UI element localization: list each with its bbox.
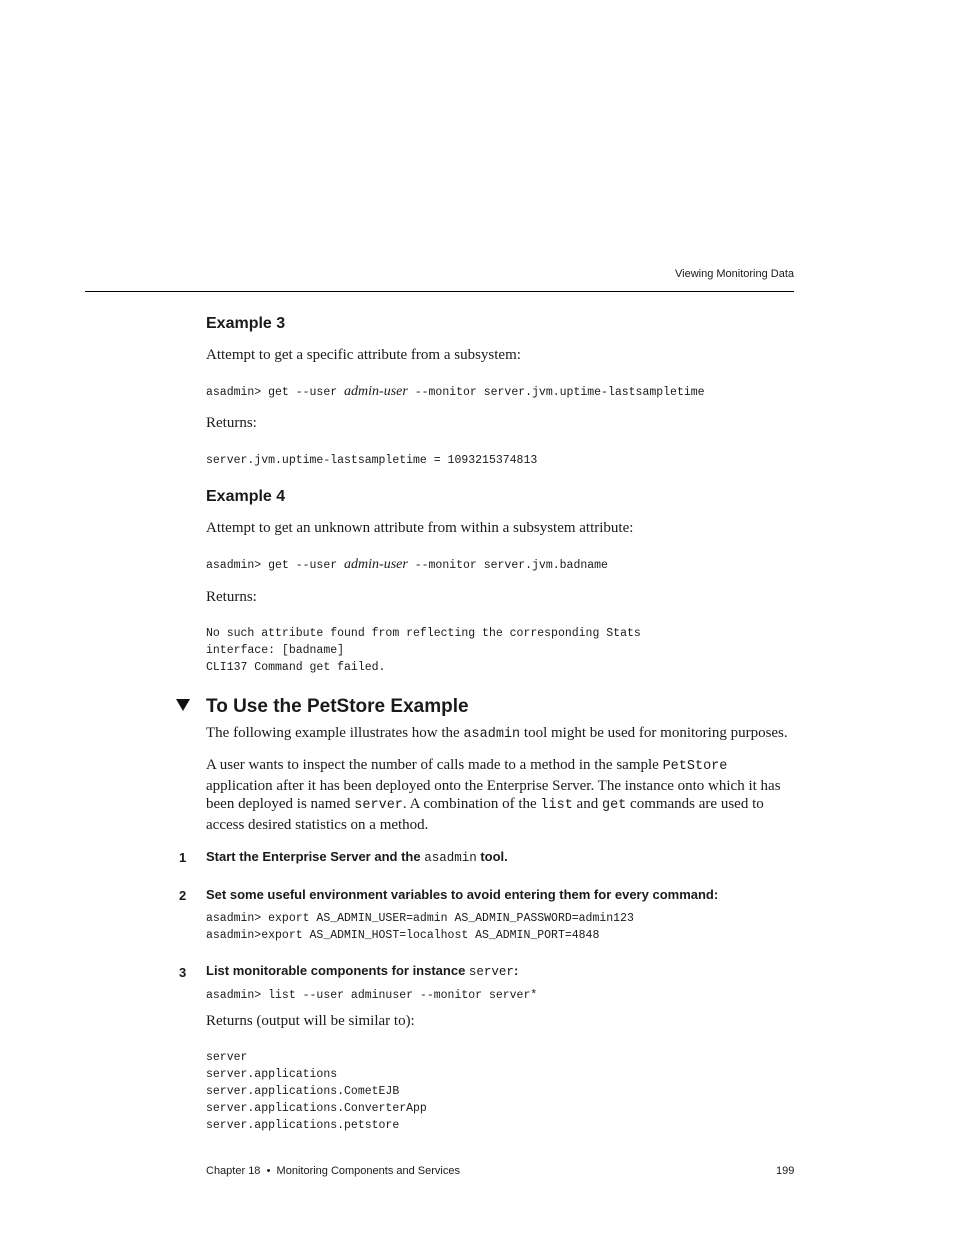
- step-3-code: asadmin> list --user adminuser --monitor server*: [206, 989, 538, 1002]
- step-2-text: Set some useful environment variables to avoid entering them for every command:: [206, 887, 719, 902]
- step-3-output: [206, 1049, 427, 1134]
- footer-chapter-number: Chapter 18: [206, 1165, 261, 1177]
- inline-code: server: [354, 798, 403, 814]
- step-number: 3: [179, 965, 187, 980]
- code-line: server.applications.petstore: [206, 1119, 400, 1132]
- text-run: tool.: [476, 849, 508, 864]
- example-4-output: [206, 625, 641, 676]
- text-run: A user wants to inspect the number of calls made to a method in the sample: [206, 757, 663, 773]
- step-3-returns-label: Returns (output will be similar to):: [206, 1013, 415, 1029]
- example-4-command-suffix: --monitor server.jvm.badname: [407, 559, 608, 572]
- example-3-command-prefix: asadmin> get --user: [206, 386, 345, 399]
- code-line: asadmin> export AS_ADMIN_USER=admin AS_ADMIN_PASSWORD=admin123: [206, 912, 634, 925]
- example-3-command-suffix: --monitor server.jvm.uptime-lastsampletime: [407, 386, 705, 399]
- footer-chapter-title: Monitoring Components and Services: [276, 1165, 460, 1177]
- footer-bullet: •: [266, 1165, 271, 1177]
- text-run: . A combination of the: [402, 796, 541, 813]
- paragraph-line: [206, 756, 806, 777]
- header-rule: [85, 291, 794, 292]
- step-3-text: [206, 963, 518, 979]
- procedure-title: To Use the PetStore Example: [206, 696, 469, 717]
- text-run: The following example illustrates how the: [206, 725, 464, 741]
- paragraph-line: [206, 795, 806, 816]
- petstore-paragraph-1: [206, 724, 788, 745]
- code-line: asadmin>export AS_ADMIN_HOST=localhost AS_ADMIN_PORT=4848: [206, 929, 600, 942]
- example-4-command: [206, 556, 608, 574]
- text-run: Start the Enterprise Server and the: [206, 849, 425, 864]
- code-line: server.applications.CometEJB: [206, 1085, 400, 1098]
- petstore-paragraph-2: [206, 756, 806, 834]
- text-run: been deployed is named: [206, 796, 355, 813]
- step-number: 1: [179, 850, 187, 865]
- code-line: server: [206, 1051, 248, 1064]
- code-line: CLI137 Command get failed.: [206, 661, 386, 674]
- footer-chapter: [206, 1165, 460, 1177]
- example-4-command-prefix: asadmin> get --user: [206, 559, 345, 572]
- inline-code: asadmin: [463, 727, 521, 742]
- code-line: server.applications: [206, 1068, 338, 1081]
- paragraph-line: application after it has been deployed onto the Enterprise Server. The instance onto which it has: [206, 777, 781, 794]
- procedure-triangle-icon: [176, 699, 190, 711]
- example-3-intro: Attempt to get a specific attribute from a subsystem:: [206, 347, 521, 363]
- paragraph-line: access desired statistics on a method.: [206, 816, 429, 833]
- text-run: tool might be used for monitoring purposes.: [520, 725, 788, 741]
- inline-code: server: [468, 965, 514, 979]
- example-4-returns-label: Returns:: [206, 589, 257, 605]
- page-number: 199: [776, 1165, 795, 1177]
- text-run: and: [572, 796, 602, 813]
- inline-code: list: [540, 798, 573, 814]
- example-4-intro: Attempt to get an unknown attribute from within a subsystem attribute:: [206, 520, 634, 536]
- example-3-returns-label: Returns:: [206, 415, 257, 431]
- example-3-heading: Example 3: [206, 315, 286, 332]
- text-run: List monitorable components for instance: [206, 963, 469, 978]
- step-2-code: [206, 910, 634, 944]
- code-line: server.applications.ConverterApp: [206, 1102, 427, 1115]
- step-number: 2: [179, 888, 187, 903]
- text-run: commands are used to: [626, 796, 764, 813]
- inline-code: get: [601, 798, 627, 814]
- text-run: :: [513, 963, 519, 978]
- step-1-text: [206, 849, 508, 865]
- code-line: No such attribute found from reflecting the corresponding Stats: [206, 627, 641, 640]
- code-line: interface: [badname]: [206, 644, 345, 657]
- example-4-heading: Example 4: [206, 488, 286, 505]
- example-3-output: server.jvm.uptime-lastsampletime = 1093215374813: [206, 454, 538, 467]
- inline-code: PetStore: [662, 759, 728, 774]
- inline-code: asadmin: [424, 851, 477, 865]
- example-3-command-user: admin-user: [344, 384, 408, 399]
- running-header: Viewing Monitoring Data: [675, 268, 795, 280]
- example-4-command-user: admin-user: [344, 557, 408, 572]
- example-3-command: [206, 383, 705, 401]
